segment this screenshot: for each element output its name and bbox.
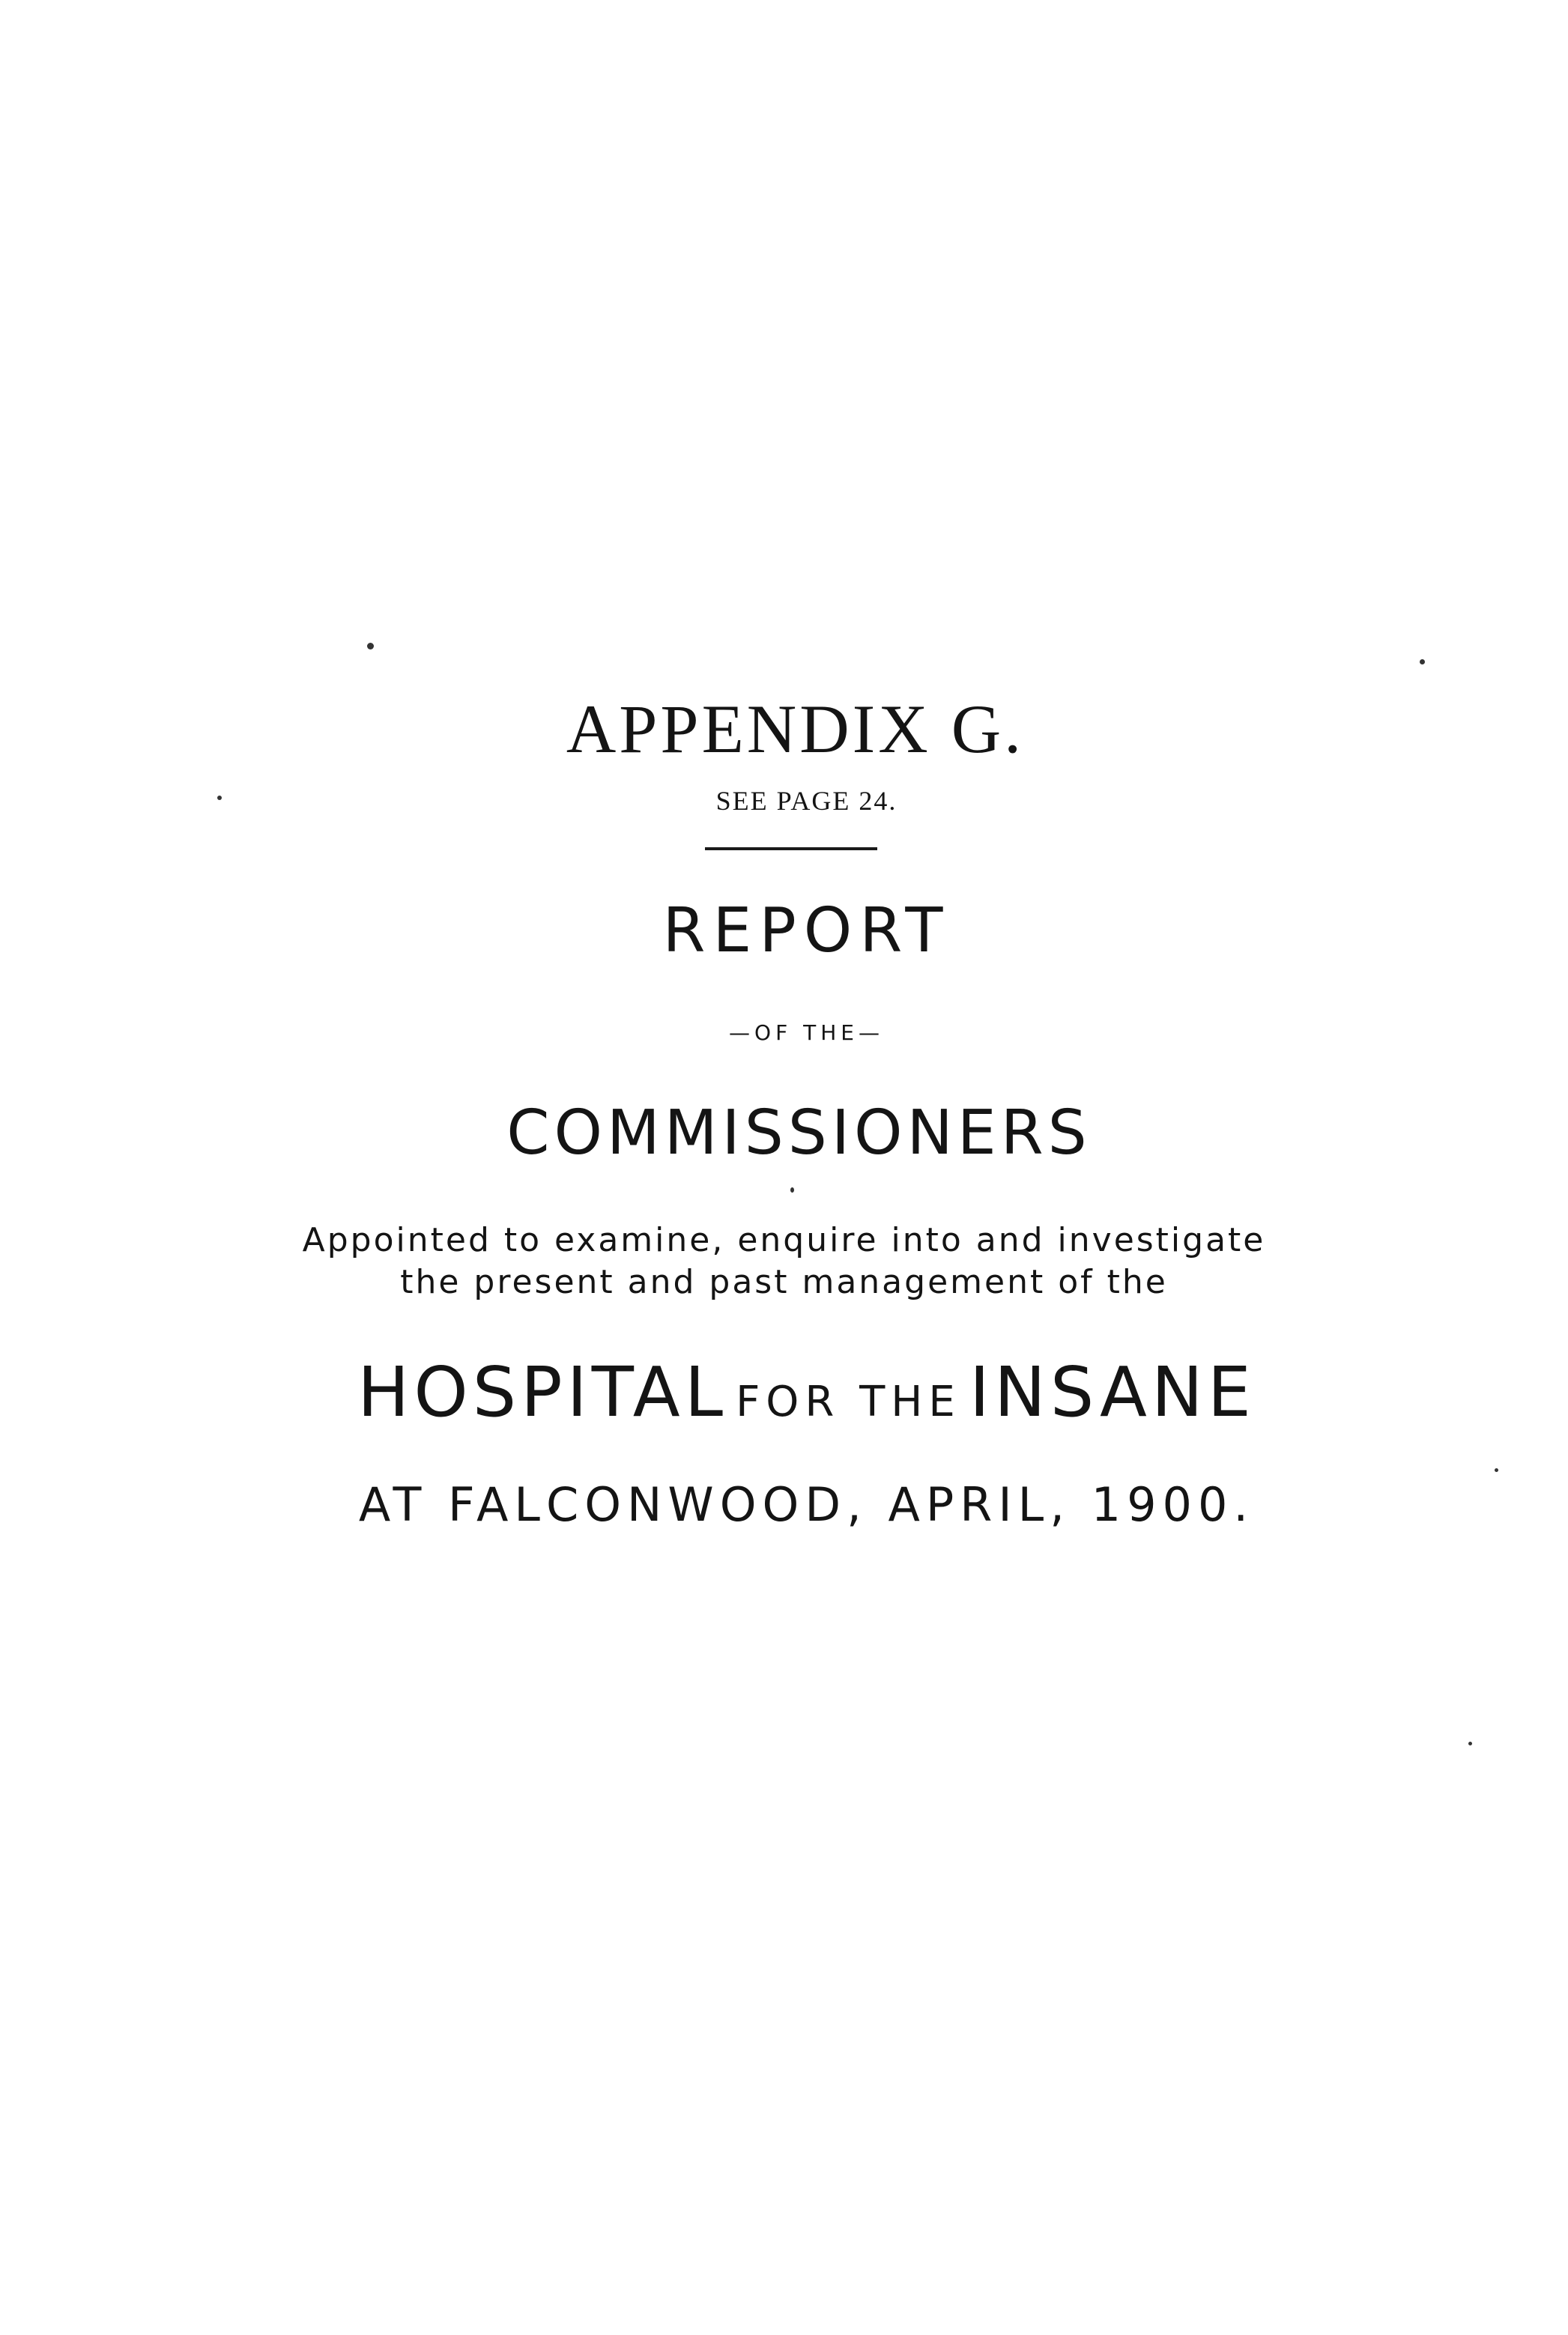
scan-speck [1468,1742,1472,1745]
hospital-word: HOSPITAL [357,1352,727,1432]
scan-speck [1495,1468,1498,1472]
appendix-title: APPENDIX G. [566,691,1025,767]
insane-word: INSANE [969,1352,1256,1432]
location-date-line: AT FALCONWOOD, APRIL, 1900. [358,1477,1255,1532]
scan-speck [1420,659,1425,664]
for-the-words: FOR THE [736,1378,961,1426]
scan-speck [217,796,222,800]
divider-rule [705,847,877,850]
of-the-connector: —OF THE— [729,1020,884,1045]
scan-speck [790,1187,794,1193]
commissioners-heading: COMMISSIONERS [506,1097,1092,1169]
see-page-reference: SEE PAGE 24. [715,786,897,816]
report-heading: REPORT [662,895,951,966]
appointed-line-2: the present and past management of the [400,1263,1168,1301]
hospital-heading [0,1352,1568,1432]
scan-speck [367,643,374,649]
appointed-line-1: Appointed to examine, enquire into and investigate [302,1221,1266,1259]
